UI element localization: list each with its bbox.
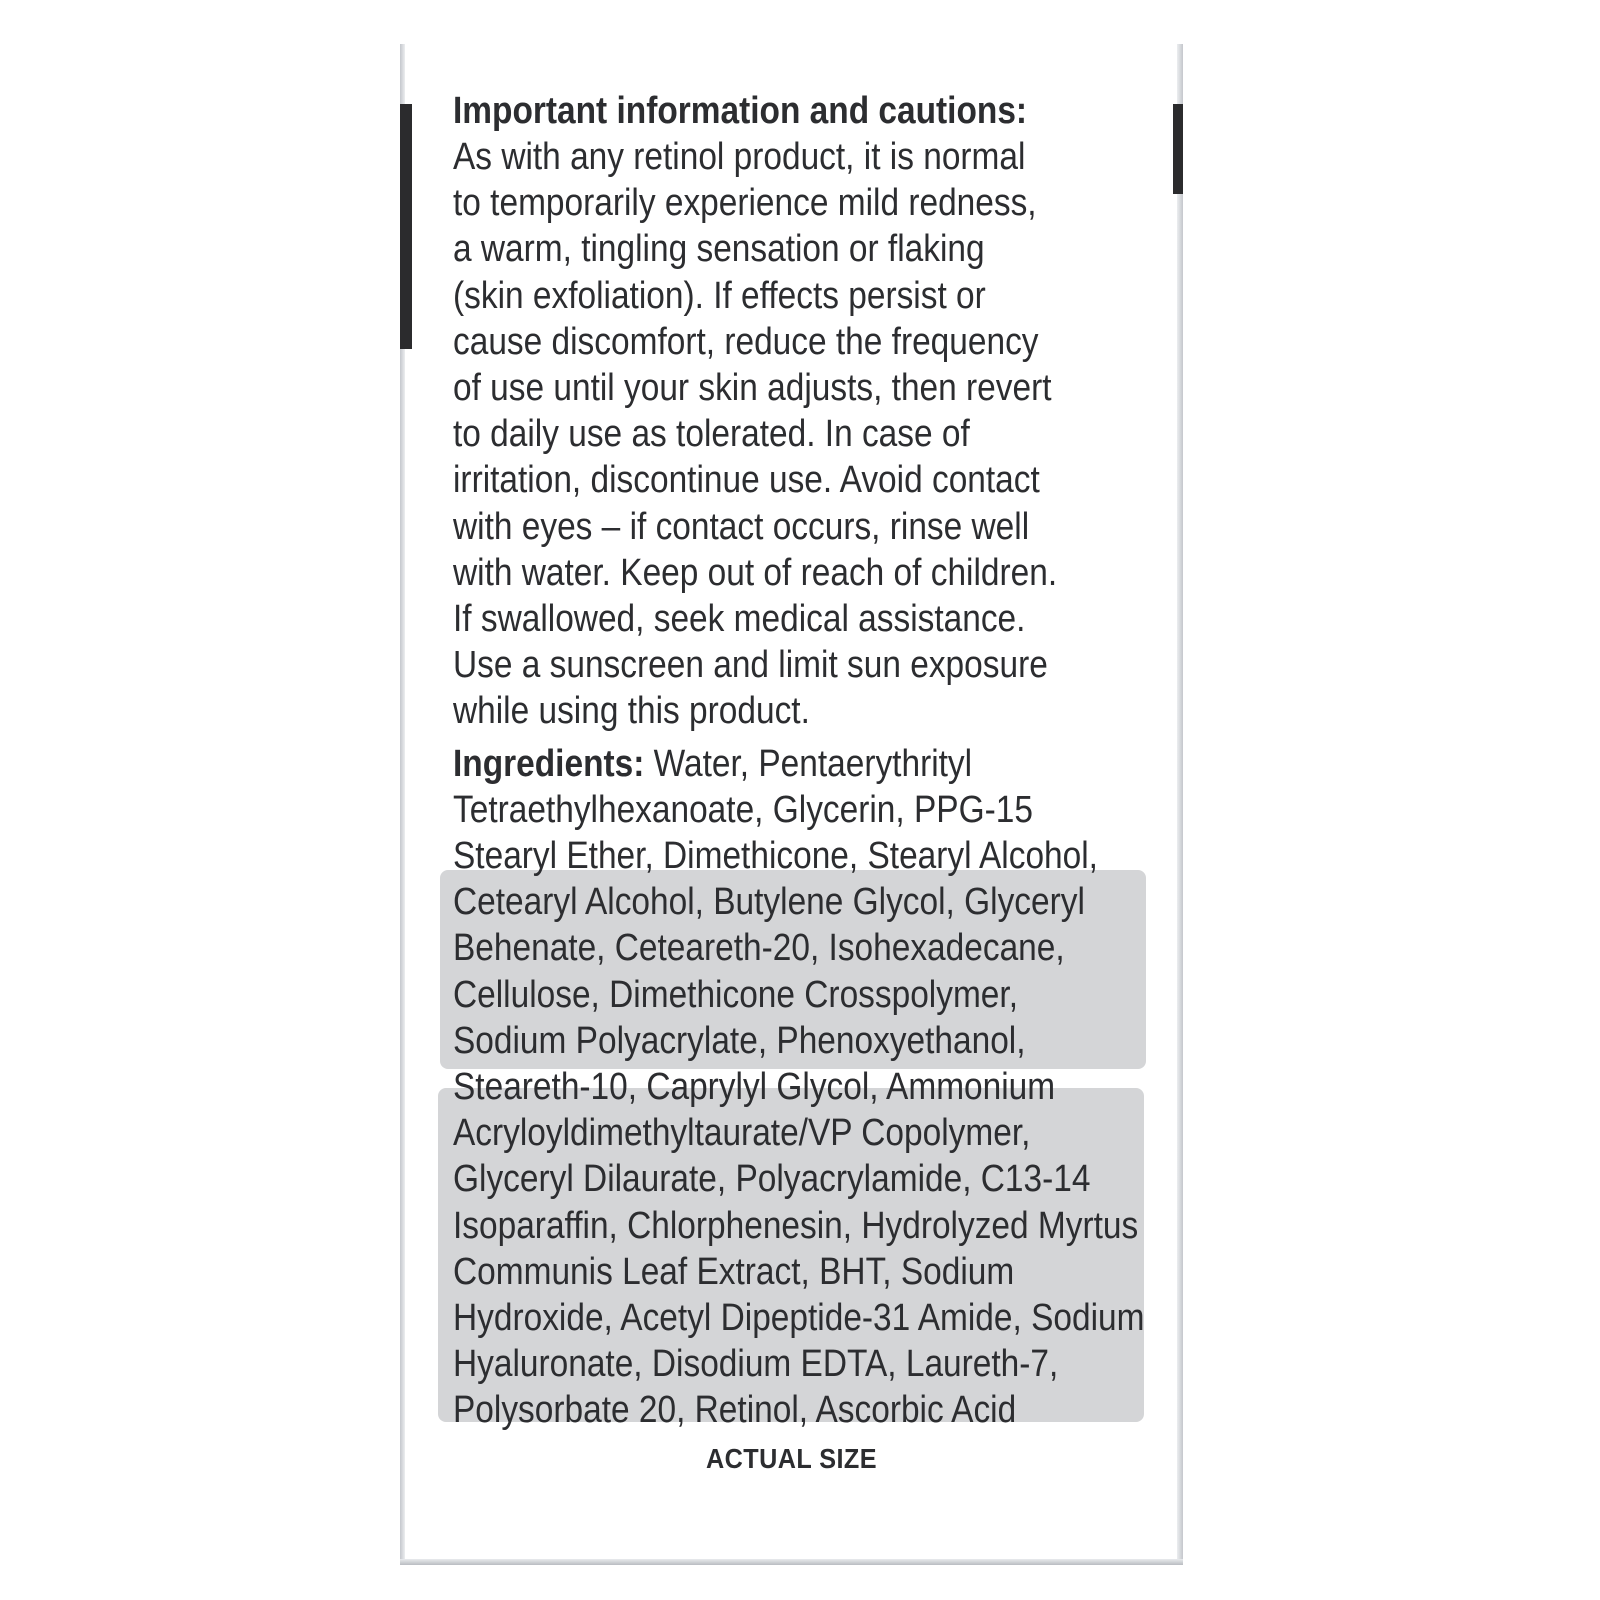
- ingredient-line: Communis Leaf Extract, BHT, Sodium: [453, 1250, 1015, 1293]
- caution-line: cause discomfort, reduce the frequency: [453, 320, 1039, 363]
- shaded-area-notch: [1080, 1070, 1092, 1088]
- caution-line: to daily use as tolerated. In case of: [453, 413, 970, 456]
- caution-line: with water. Keep out of reach of children.: [453, 551, 1058, 594]
- box-edge-bottom: [400, 1559, 1183, 1565]
- caution-line: to temporarily experience mild redness,: [453, 182, 1037, 225]
- ingredient-line: Sodium Polyacrylate, Phenoxyethanol,: [453, 1019, 1026, 1062]
- ingredient-line: Cellulose, Dimethicone Crosspolymer,: [453, 973, 1018, 1016]
- ingredient-line: Glyceryl Dilaurate, Polyacrylamide, C13-14: [453, 1158, 1091, 1201]
- ingredient-line: Isoparaffin, Chlorphenesin, Hydrolyzed Myrtus: [453, 1204, 1139, 1247]
- ingredient-line: Hyaluronate, Disodium EDTA, Laureth-7,: [453, 1343, 1059, 1386]
- label-text-block: [453, 88, 1145, 1434]
- dark-strip-left: [400, 104, 412, 349]
- caution-line: As with any retinol product, it is normal: [453, 136, 1026, 178]
- ingredients-first-text: Water, Pentaerythrityl: [644, 742, 973, 785]
- ingredients-label: Ingredients:: [453, 742, 645, 785]
- ingredient-line: Stearyl Ether, Dimethicone, Stearyl Alcohol,: [453, 835, 1098, 878]
- caution-line: with eyes – if contact occurs, rinse well: [453, 505, 1030, 548]
- ingredients-first-line: [453, 741, 1069, 787]
- dark-strip-right: [1173, 104, 1183, 194]
- ingredient-line: Tetraethylhexanoate, Glycerin, PPG-15: [453, 788, 1033, 831]
- cautions-heading: Important information and cautions:: [453, 90, 1028, 132]
- caution-line: Use a sunscreen and limit sun exposure: [453, 644, 1048, 687]
- caution-line: (skin exfoliation). If effects persist or: [453, 274, 986, 317]
- ingredient-line: Behenate, Ceteareth-20, Isohexadecane,: [453, 927, 1065, 970]
- caution-line: irritation, discontinue use. Avoid contact: [453, 459, 1040, 502]
- caution-line: If swallowed, seek medical assistance.: [453, 598, 1026, 641]
- ingredient-line: Steareth-10, Caprylyl Glycol, Ammonium: [453, 1066, 1056, 1109]
- ingredient-line: Acryloyldimethyltaurate/VP Copolymer,: [453, 1112, 1031, 1155]
- actual-size-label: ACTUAL SIZE: [705, 1443, 878, 1474]
- box-edge-right: [1177, 44, 1183, 1565]
- cautions-body: [453, 134, 1069, 735]
- product-box-panel: [400, 44, 1183, 1565]
- ingredients-section: [453, 741, 1145, 1434]
- ingredient-line: Hydroxide, Acetyl Dipeptide-31 Amide, Sodium: [453, 1297, 1145, 1340]
- caution-line: while using this product.: [453, 690, 810, 733]
- ingredient-line: Polysorbate 20, Retinol, Ascorbic Acid: [453, 1389, 1017, 1432]
- caution-line: a warm, tingling sensation or flaking: [453, 228, 985, 271]
- ingredient-line: Cetearyl Alcohol, Butylene Glycol, Glyceryl: [453, 881, 1085, 924]
- caution-line: of use until your skin adjusts, then revert: [453, 367, 1052, 410]
